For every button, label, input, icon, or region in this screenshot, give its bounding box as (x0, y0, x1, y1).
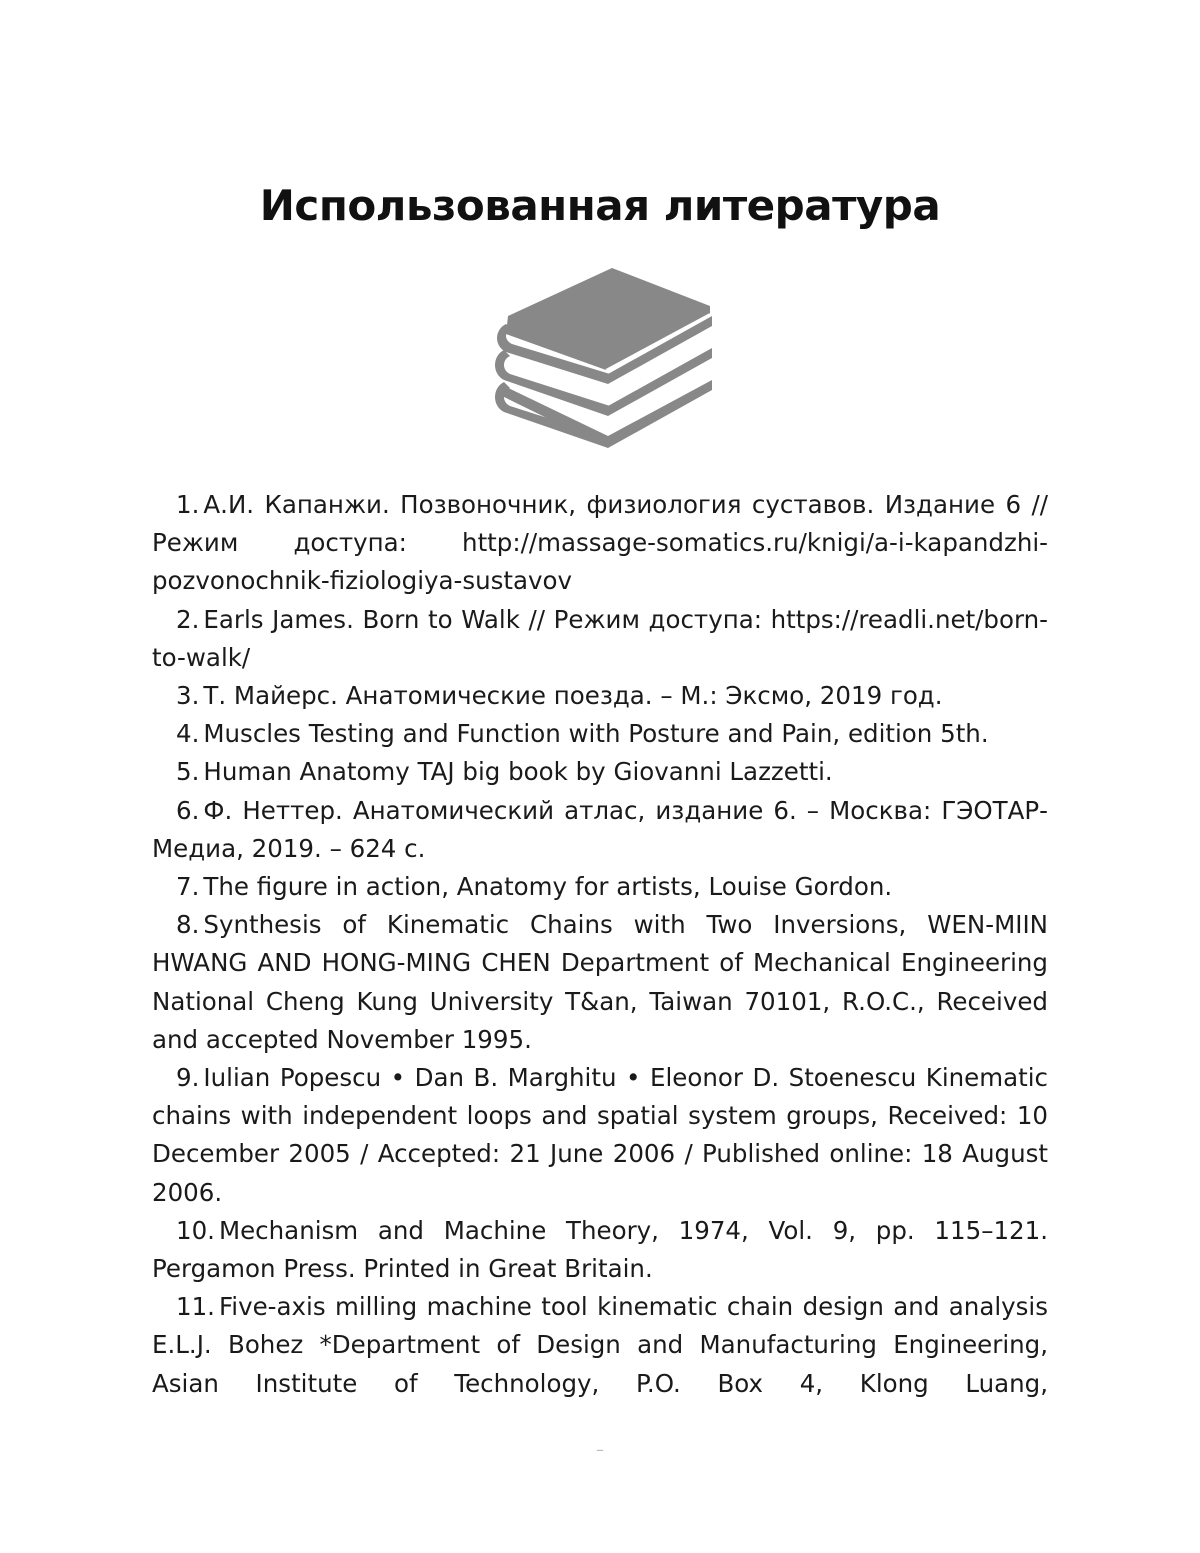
reference-item-5: 5. Human Anatomy TAJ big book by Giovanni Lazzetti. (176, 757, 833, 787)
reference-item-11: 11. Five-axis milling machine tool kinematic chain design and analysis E.L.J. Bohez *Department of Design and Manufacturing Engineering, Asian Institute of Technology, P.O. Box 4, Klong Luang, (152, 1292, 1048, 1398)
books-stack-icon (488, 266, 718, 452)
page-number: – (596, 1440, 604, 1459)
reference-item-3: 3. Т. Майерс. Анатомические поезда. – М.: Эксмо, 2019 год. (176, 681, 943, 711)
reference-item-2: 2. Earls James. Born to Walk // Режим доступа: https://readli.net/born-to-walk/ (152, 604, 1048, 672)
page-title: Использованная литература (259, 181, 941, 230)
reference-list (152, 486, 1048, 1403)
reference-item-4: 4. Muscles Testing and Function with Posture and Pain, edition 5th. (176, 719, 989, 749)
reference-item-10: 10. Mechanism and Machine Theory, 1974, Vol. 9, pp. 115–121. Pergamon Press. Printed in Great Britain. (152, 1215, 1048, 1284)
reference-item-9: 9. Iulian Popescu • Dan B. Marghitu • Eleonor D. Stoenescu Kinematic chains with independent loops and spatial system groups, Received: 10 December 2005 / Accepted: 21 June 2006 / Published online: 18 August 2006. (152, 1063, 1048, 1207)
reference-item-7: 7. The figure in action, Anatomy for artists, Louise Gordon. (176, 872, 893, 902)
reference-item-8: 8. Synthesis of Kinematic Chains with Two Inversions, WEN-MIIN HWANG AND HONG-MING CHEN Department of Mechanical Engineering National Cheng Kung University T&an, Taiwan 70101, R.O.C., Received and accepted November 1995. (152, 910, 1048, 1054)
reference-item-1: 1. А.И. Капанжи. Позвоночник, физиология суставов. Издание 6 // Режим доступа: http://massage-somatics.ru/knigi/a-i-kapandzhi-pozvonochnik-fiziologiya-sustavov (152, 490, 1048, 596)
reference-item-6: 6. Ф. Неттер. Анатомический атлас, издание 6. – Москва: ГЭОТАР-Медиа, 2019. – 624 с. (152, 795, 1048, 863)
